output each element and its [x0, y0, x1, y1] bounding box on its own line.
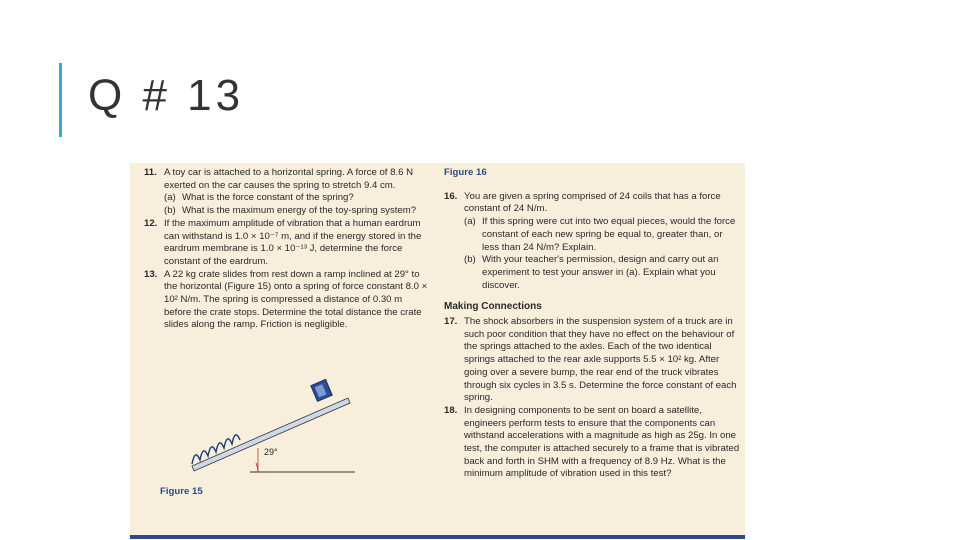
part-text: What is the force constant of the spring?	[182, 192, 354, 204]
problem-number: 13.	[144, 268, 158, 280]
problem-16	[444, 191, 740, 293]
part-label: (a)	[164, 192, 176, 204]
section-heading: Making Connections	[444, 301, 542, 313]
problem-part	[164, 205, 429, 218]
problem-text: If the maximum amplitude of vibration that a human eardrum can withstand is 1.0 × 10⁻⁷ m, and if the energy stored in the eardrum membrane is 1.0 × 10⁻¹³ J, determine the force constant of the eardrum.	[164, 217, 422, 267]
figure-16-label: Figure 16	[444, 167, 487, 178]
angle-label: 29°	[264, 447, 278, 457]
problem-number: 17.	[444, 316, 458, 328]
part-text: If this spring were cut into two equal pieces, would the force constant of each new spring be equal to, greater than, or less than 24 N/m? Explain.	[482, 216, 736, 253]
problem-13	[144, 269, 429, 333]
figure-15-label: Figure 15	[160, 486, 203, 497]
page-bottom-rule	[130, 535, 745, 539]
part-text: What is the maximum energy of the toy-spring system?	[182, 205, 417, 217]
problem-11	[144, 167, 429, 218]
title-accent-bar	[59, 63, 62, 137]
crate	[311, 379, 332, 401]
part-label: (b)	[164, 205, 176, 217]
problem-part	[164, 192, 429, 205]
problem-part	[464, 254, 740, 292]
ramp	[192, 398, 350, 471]
problem-number: 18.	[444, 404, 458, 416]
part-text: With your teacher's permission, design and carry out an experiment to test your answer in (a). Explain what you discover.	[482, 254, 719, 291]
figure-15-ramp-diagram	[180, 368, 360, 478]
right-column	[444, 167, 740, 481]
part-label: (b)	[464, 254, 476, 266]
problem-number: 11.	[144, 167, 157, 178]
left-column	[144, 167, 429, 332]
problem-17	[444, 316, 740, 405]
problem-number: 16.	[444, 190, 458, 202]
part-label: (a)	[464, 216, 476, 228]
problem-18	[444, 405, 740, 481]
problem-text: You are given a spring comprised of 24 coils that has a force constant of 24 N/m.	[464, 190, 721, 215]
problem-number: 12.	[144, 217, 158, 229]
problem-text: The shock absorbers in the suspension system of a truck are in such poor condition that they have no effect on the behaviour of the springs attached to the axles. Each of the two identical springs attached to the rear axle supports 5.5 × 10² kg. After going over a severe bump, the rear end of the truck vibrates through six cycles in 3.5 s. Determine the force constant of each spring.	[464, 316, 737, 404]
problem-text: A toy car is attached to a horizontal spring. A force of 8.6 N exerted on the car causes the spring to stretch 9.4 cm.	[164, 167, 414, 191]
slide-title: Q # 13	[88, 71, 245, 120]
problem-text: A 22 kg crate slides from rest down a ramp inclined at 29° to the horizontal (Figure 15) onto a spring of force constant 8.0 × 10² N/m. The spring is compressed a distance of 0.30 m before the crate stops. Determine the total distance the crate slides along the ramp. Friction is negligible.	[164, 268, 428, 331]
textbook-page-image	[130, 163, 745, 537]
problem-12	[144, 218, 429, 269]
problem-part	[464, 216, 740, 254]
problem-text: In designing components to be sent on board a satellite, engineers perform tests to ensure that the components can withstand accelerations with a magnitude as high as 25g. In one test, the computer is attached securely to a frame that is vibrated back and forth in SHM with a frequency of 8.9 Hz. What is the minimum amplitude of vibration used in this test?	[464, 404, 740, 480]
